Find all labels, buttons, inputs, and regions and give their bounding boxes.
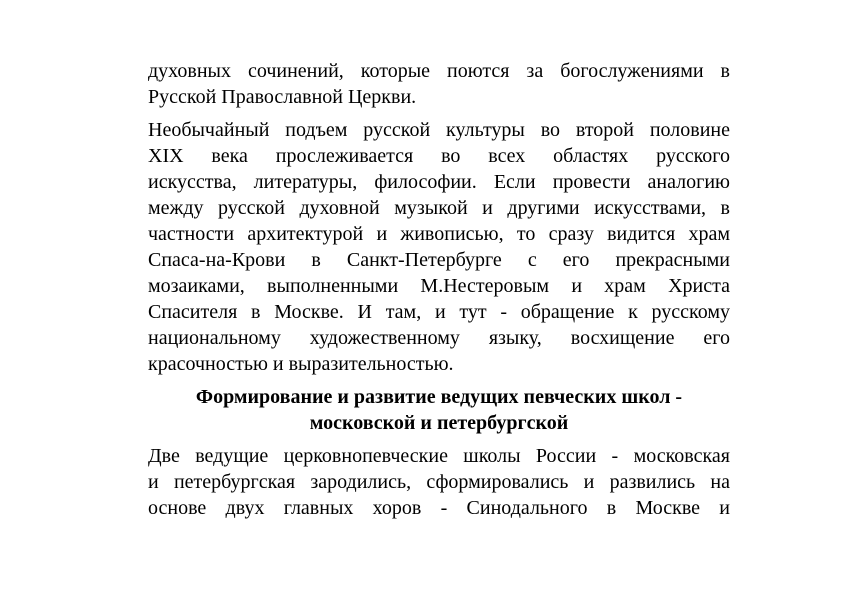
document-page [148,58,730,521]
text-line: Необычайный подъем русской культуры во второй половине [148,119,730,141]
heading-line: московской и петербургской [309,412,569,434]
text-line: основе двух главных хоров - Синодального в Москве и [148,497,730,519]
section-heading [148,384,730,436]
text-line: XIX века прослеживается во всех областях русского [148,145,730,167]
text-line: красочностью и выразительностью. [148,353,454,375]
text-line: искусства, литературы, философии. Если провести аналогию [148,171,730,193]
text-line: Русской Православной Церкви. [148,86,417,108]
text-line: духовных сочинений, которые поются за богослужениями в [148,60,730,82]
text-line: Спаса-на-Крови в Санкт-Петербурге с его прекрасными [148,249,730,271]
text-line: мозаиками, выполненными М.Нестеровым и храм Христа [148,275,730,297]
text-line: частности архитектурой и живописью, то сразу видится храм [148,223,730,245]
text-line: Спасителя в Москве. И там, и тут - обращение к русскому [148,301,730,323]
heading-line: Формирование и развитие ведущих певческих школ - [195,386,683,408]
text-line: и петербургская зародились, сформировались и развились на [148,471,730,493]
text-line: между русской духовной музыкой и другими искусствами, в [148,197,730,219]
text-line: национальному художественному языку, восхищение его [148,327,730,349]
paragraph-2 [148,117,730,377]
paragraph-3 [148,443,730,521]
text-line: Две ведущие церковнопевческие школы России - московская [148,445,730,467]
paragraph-1 [148,58,730,110]
